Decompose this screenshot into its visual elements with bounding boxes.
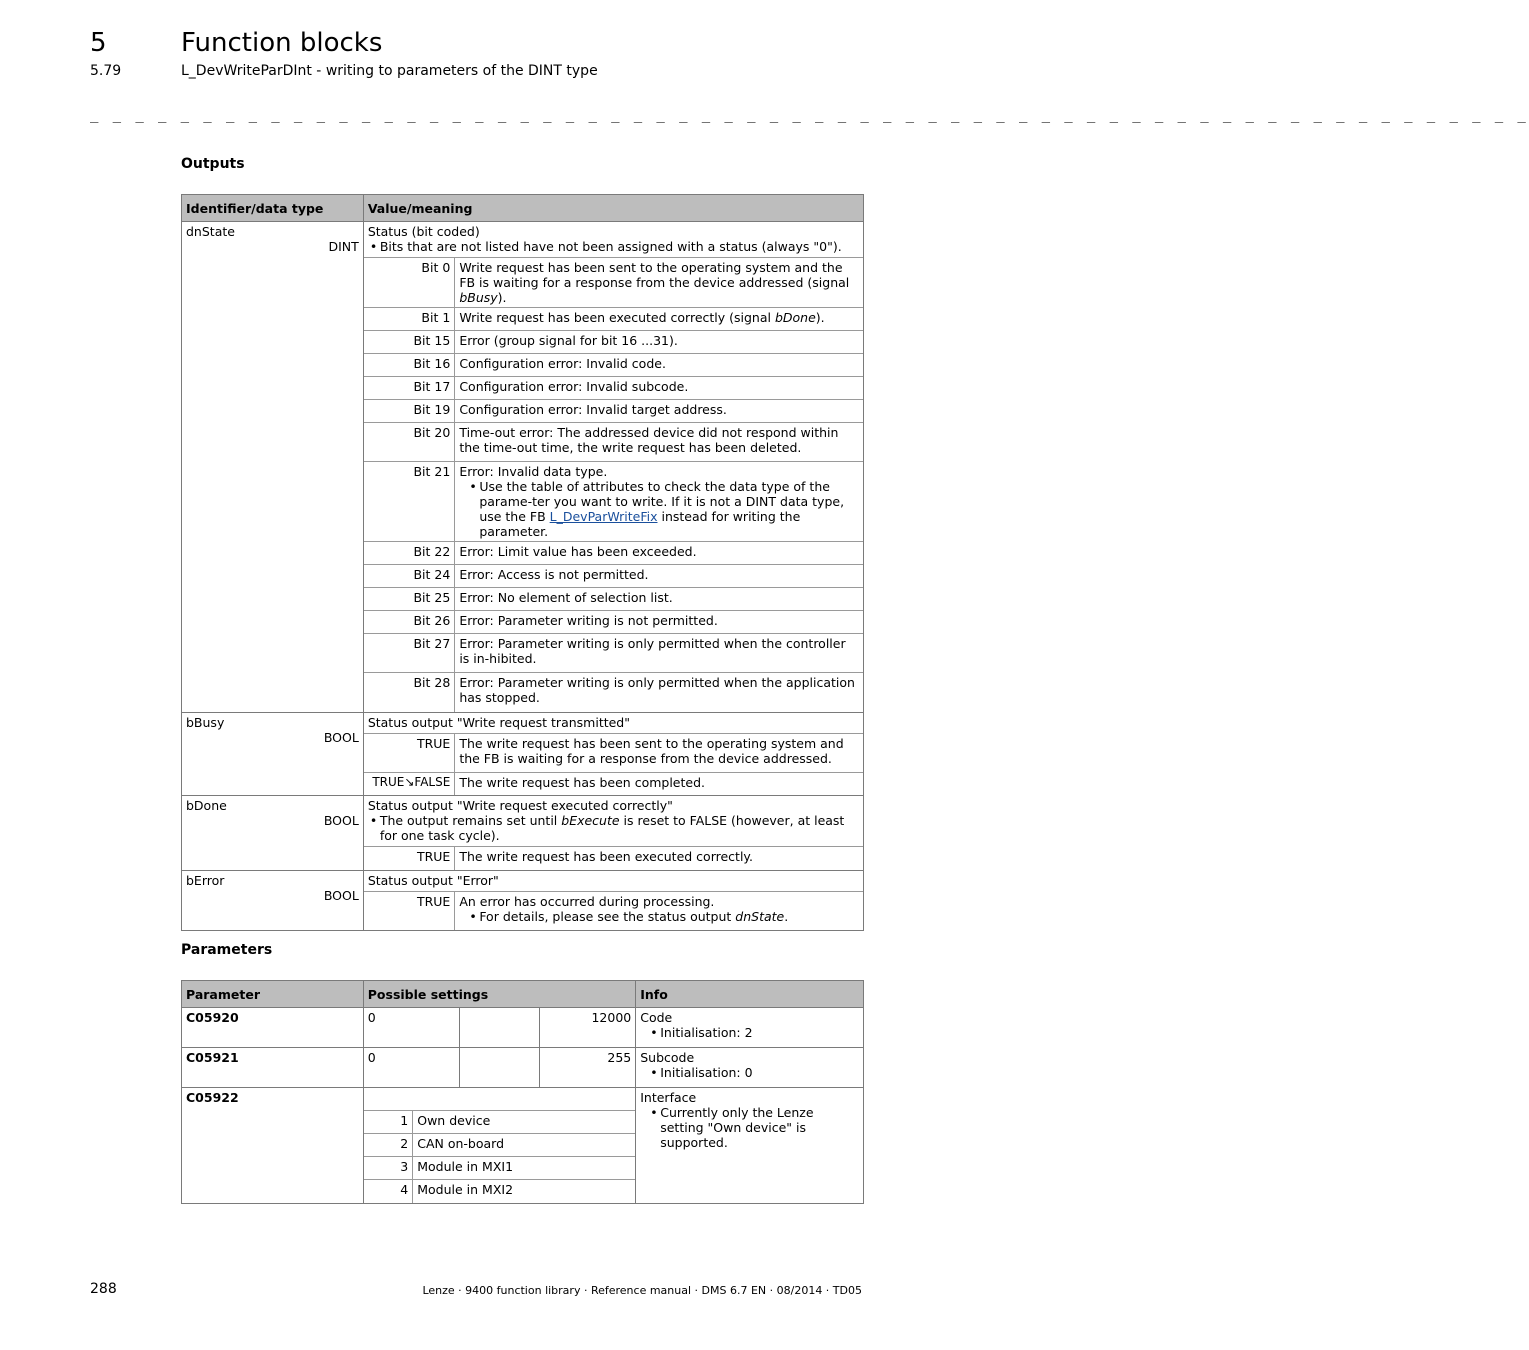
option-row (364, 1180, 635, 1203)
option-row (364, 1134, 635, 1157)
bit-label: Bit 19 (364, 400, 455, 423)
identifier-cell (182, 222, 364, 713)
chapter-title: Function blocks (181, 28, 383, 58)
identifier-name: dnState (186, 224, 235, 239)
bit-row (364, 331, 863, 354)
bit-row (364, 673, 863, 712)
setting-max: 255 (540, 1048, 636, 1088)
value-text: The write request has been executed correctly. (455, 847, 863, 870)
info-cell: Code • Initialisation: 2 (636, 1008, 864, 1048)
value-table (364, 846, 863, 870)
description: Status output "Error" (367, 872, 499, 888)
bit-label: Bit 17 (364, 377, 455, 400)
value-row (364, 891, 863, 930)
data-type: DINT (328, 239, 359, 254)
value-key: TRUE (364, 733, 455, 772)
option-number: 2 (364, 1134, 413, 1157)
bit-text: Error: Access is not permitted. (455, 565, 863, 588)
option-label: Module in MXI2 (413, 1180, 635, 1203)
column-header: Info (636, 981, 864, 1008)
column-header: Value/meaning (363, 195, 863, 222)
info-cell: Interface • Currently only the Lenze setting "Own device" is supported. (636, 1088, 864, 1204)
parameter-code: C05922 (182, 1088, 364, 1204)
bit-label: Bit 27 (364, 634, 455, 673)
option-table (364, 1110, 635, 1203)
value-cell (363, 870, 863, 931)
value-row (364, 733, 863, 772)
bit-text: Write request has been sent to the operating system and the FB is waiting for a response from the device addressed (signal bBusy). (455, 258, 863, 308)
option-row (364, 1111, 635, 1134)
section-number: 5.79 (90, 63, 122, 79)
value-row (364, 772, 863, 795)
data-type: BOOL (323, 729, 359, 745)
bit-label: Bit 1 (364, 308, 455, 331)
value-text: The write request has been sent to the operating system and the FB is waiting for a response from the device addressed. (455, 733, 863, 772)
bullet-text: • The output remains set until bExecute is reset to FALSE (however, at least for one task cycle). (368, 813, 859, 843)
data-type: BOOL (323, 813, 359, 828)
bit-row (364, 308, 863, 331)
parameters-heading: Parameters (181, 942, 273, 958)
bit-text: Error: Parameter writing is not permitted. (455, 611, 863, 634)
option-number: 4 (364, 1180, 413, 1203)
bit-text: Error (group signal for bit 16 ...31). (455, 331, 863, 354)
option-number: 3 (364, 1157, 413, 1180)
bit-text: Configuration error: Invalid target address. (455, 400, 863, 423)
bit-text: Configuration error: Invalid code. (455, 354, 863, 377)
bit-text: Error: Invalid data type. • Use the table of attributes to check the data type of the parame-ter you want to write. If it is not a DINT data type, use the FB L_DevParWriteFix instead for writing the parameter. (455, 462, 863, 542)
bit-label: Bit 16 (364, 354, 455, 377)
chapter-number: 5 (90, 28, 107, 58)
bit-row (364, 354, 863, 377)
bit-row (364, 565, 863, 588)
bit-row (364, 377, 863, 400)
bullet-text: • Initialisation: 0 (648, 1065, 859, 1080)
bit-label: Bit 26 (364, 611, 455, 634)
setting-empty (459, 1048, 540, 1088)
column-header: Identifier/data type (182, 195, 364, 222)
value-cell (363, 712, 863, 796)
parameter-code: C05920 (182, 1008, 364, 1048)
setting-max: 12000 (540, 1008, 636, 1048)
value-row (364, 847, 863, 870)
bit-row (364, 400, 863, 423)
bullet-text: • Bits that are not listed have not been assigned with a status (always "0"). (368, 239, 859, 254)
option-label: CAN on-board (413, 1134, 635, 1157)
bit-text: Error: Parameter writing is only permitted when the controller is in-hibited. (455, 634, 863, 673)
value-key: TRUE (364, 847, 455, 870)
table-row (182, 1008, 864, 1048)
bit-label: Bit 24 (364, 565, 455, 588)
option-number: 1 (364, 1111, 413, 1134)
outputs-table (181, 194, 864, 931)
description: Status output "Write request transmitted" (367, 714, 630, 730)
settings-cell (363, 1088, 635, 1204)
table-row (182, 222, 864, 713)
identifier-name: bDone (186, 798, 227, 813)
bit-row (364, 634, 863, 673)
value-table (364, 891, 863, 931)
bit-text: Error: No element of selection list. (455, 588, 863, 611)
data-type: BOOL (323, 887, 359, 903)
parameter-code: C05921 (182, 1048, 364, 1088)
setting-empty (459, 1008, 540, 1048)
header-separator: _ _ _ _ _ _ _ _ _ _ _ _ _ _ _ _ _ _ _ _ _ _ _ _ _ _ _ _ _ _ _ _ _ _ _ _ _ _ _ _ _ _ _ _ _ _ _ _ _ _ _ _ _ _ _ _ _ _ _ _ _ _ _ _ (90, 107, 1529, 123)
value-cell (363, 796, 863, 871)
option-label: Own device (413, 1111, 635, 1134)
bit-label: Bit 0 (364, 258, 455, 308)
identifier-cell (182, 796, 364, 871)
bit-text: Error: Limit value has been exceeded. (455, 542, 863, 565)
parameters-table (181, 980, 864, 1204)
bit-label: Bit 20 (364, 423, 455, 462)
identifier-cell (182, 712, 364, 796)
bit-label: Bit 21 (364, 462, 455, 542)
identifier-name: bBusy (186, 714, 225, 730)
bit-row (364, 588, 863, 611)
bit-row (364, 611, 863, 634)
value-key: TRUE (364, 891, 455, 930)
table-row (182, 1088, 864, 1204)
bullet-text: • For details, please see the status output dnState. (467, 909, 859, 924)
table-row (182, 870, 864, 931)
bullet-text: • Initialisation: 2 (648, 1025, 859, 1040)
bit-row (364, 462, 863, 542)
table-header-row (182, 981, 864, 1008)
bit-label: Bit 28 (364, 673, 455, 712)
bit-label: Bit 22 (364, 542, 455, 565)
bit-row (364, 258, 863, 308)
page-number: 288 (90, 1281, 117, 1297)
bit-text: Time-out error: The addressed device did not respond within the time-out time, the write request has been deleted. (455, 423, 863, 462)
bit-row (364, 542, 863, 565)
link-l-devparwritefix[interactable]: L_DevParWriteFix (549, 509, 658, 524)
table-row (182, 712, 864, 796)
info-cell: Subcode • Initialisation: 0 (636, 1048, 864, 1088)
description: Status output "Write request executed correctly" (367, 798, 673, 813)
bit-label: Bit 15 (364, 331, 455, 354)
bit-table (364, 257, 863, 712)
column-header: Parameter (182, 981, 364, 1008)
bit-label: Bit 25 (364, 588, 455, 611)
bit-text: Write request has been executed correctly (signal bDone). (455, 308, 863, 331)
bullet-text: • Currently only the Lenze setting "Own device" is supported. (648, 1105, 859, 1150)
section-title: L_DevWriteParDInt - writing to parameters of the DINT type (181, 63, 598, 79)
option-row (364, 1157, 635, 1180)
table-row (182, 1048, 864, 1088)
description: Status (bit coded) (367, 224, 480, 239)
bullet-text: • Use the table of attributes to check the data type of the parame-ter you want to write. If it is not a DINT data type, use the FB L_DevParWriteFix instead for writing the parameter. (467, 479, 859, 539)
footer-text: Lenze · 9400 function library · Reference manual · DMS 6.7 EN · 08/2014 · TD05 (422, 1284, 862, 1297)
value-text: An error has occurred during processing. • For details, please see the status output dnState. (455, 891, 863, 930)
bit-text: Error: Parameter writing is only permitted when the application has stopped. (455, 673, 863, 712)
value-key: TRUE↘FALSE (364, 772, 455, 795)
identifier-cell (182, 870, 364, 931)
outputs-heading: Outputs (181, 156, 245, 172)
table-header-row (182, 195, 864, 222)
value-cell (363, 222, 863, 713)
column-header: Possible settings (363, 981, 635, 1008)
value-text: The write request has been completed. (455, 772, 863, 795)
option-label: Module in MXI1 (413, 1157, 635, 1180)
identifier-name: bError (186, 872, 225, 888)
value-table (364, 733, 863, 796)
bit-row (364, 423, 863, 462)
table-row (182, 796, 864, 871)
setting-min: 0 (363, 1048, 459, 1088)
setting-min: 0 (363, 1008, 459, 1048)
bit-text: Configuration error: Invalid subcode. (455, 377, 863, 400)
